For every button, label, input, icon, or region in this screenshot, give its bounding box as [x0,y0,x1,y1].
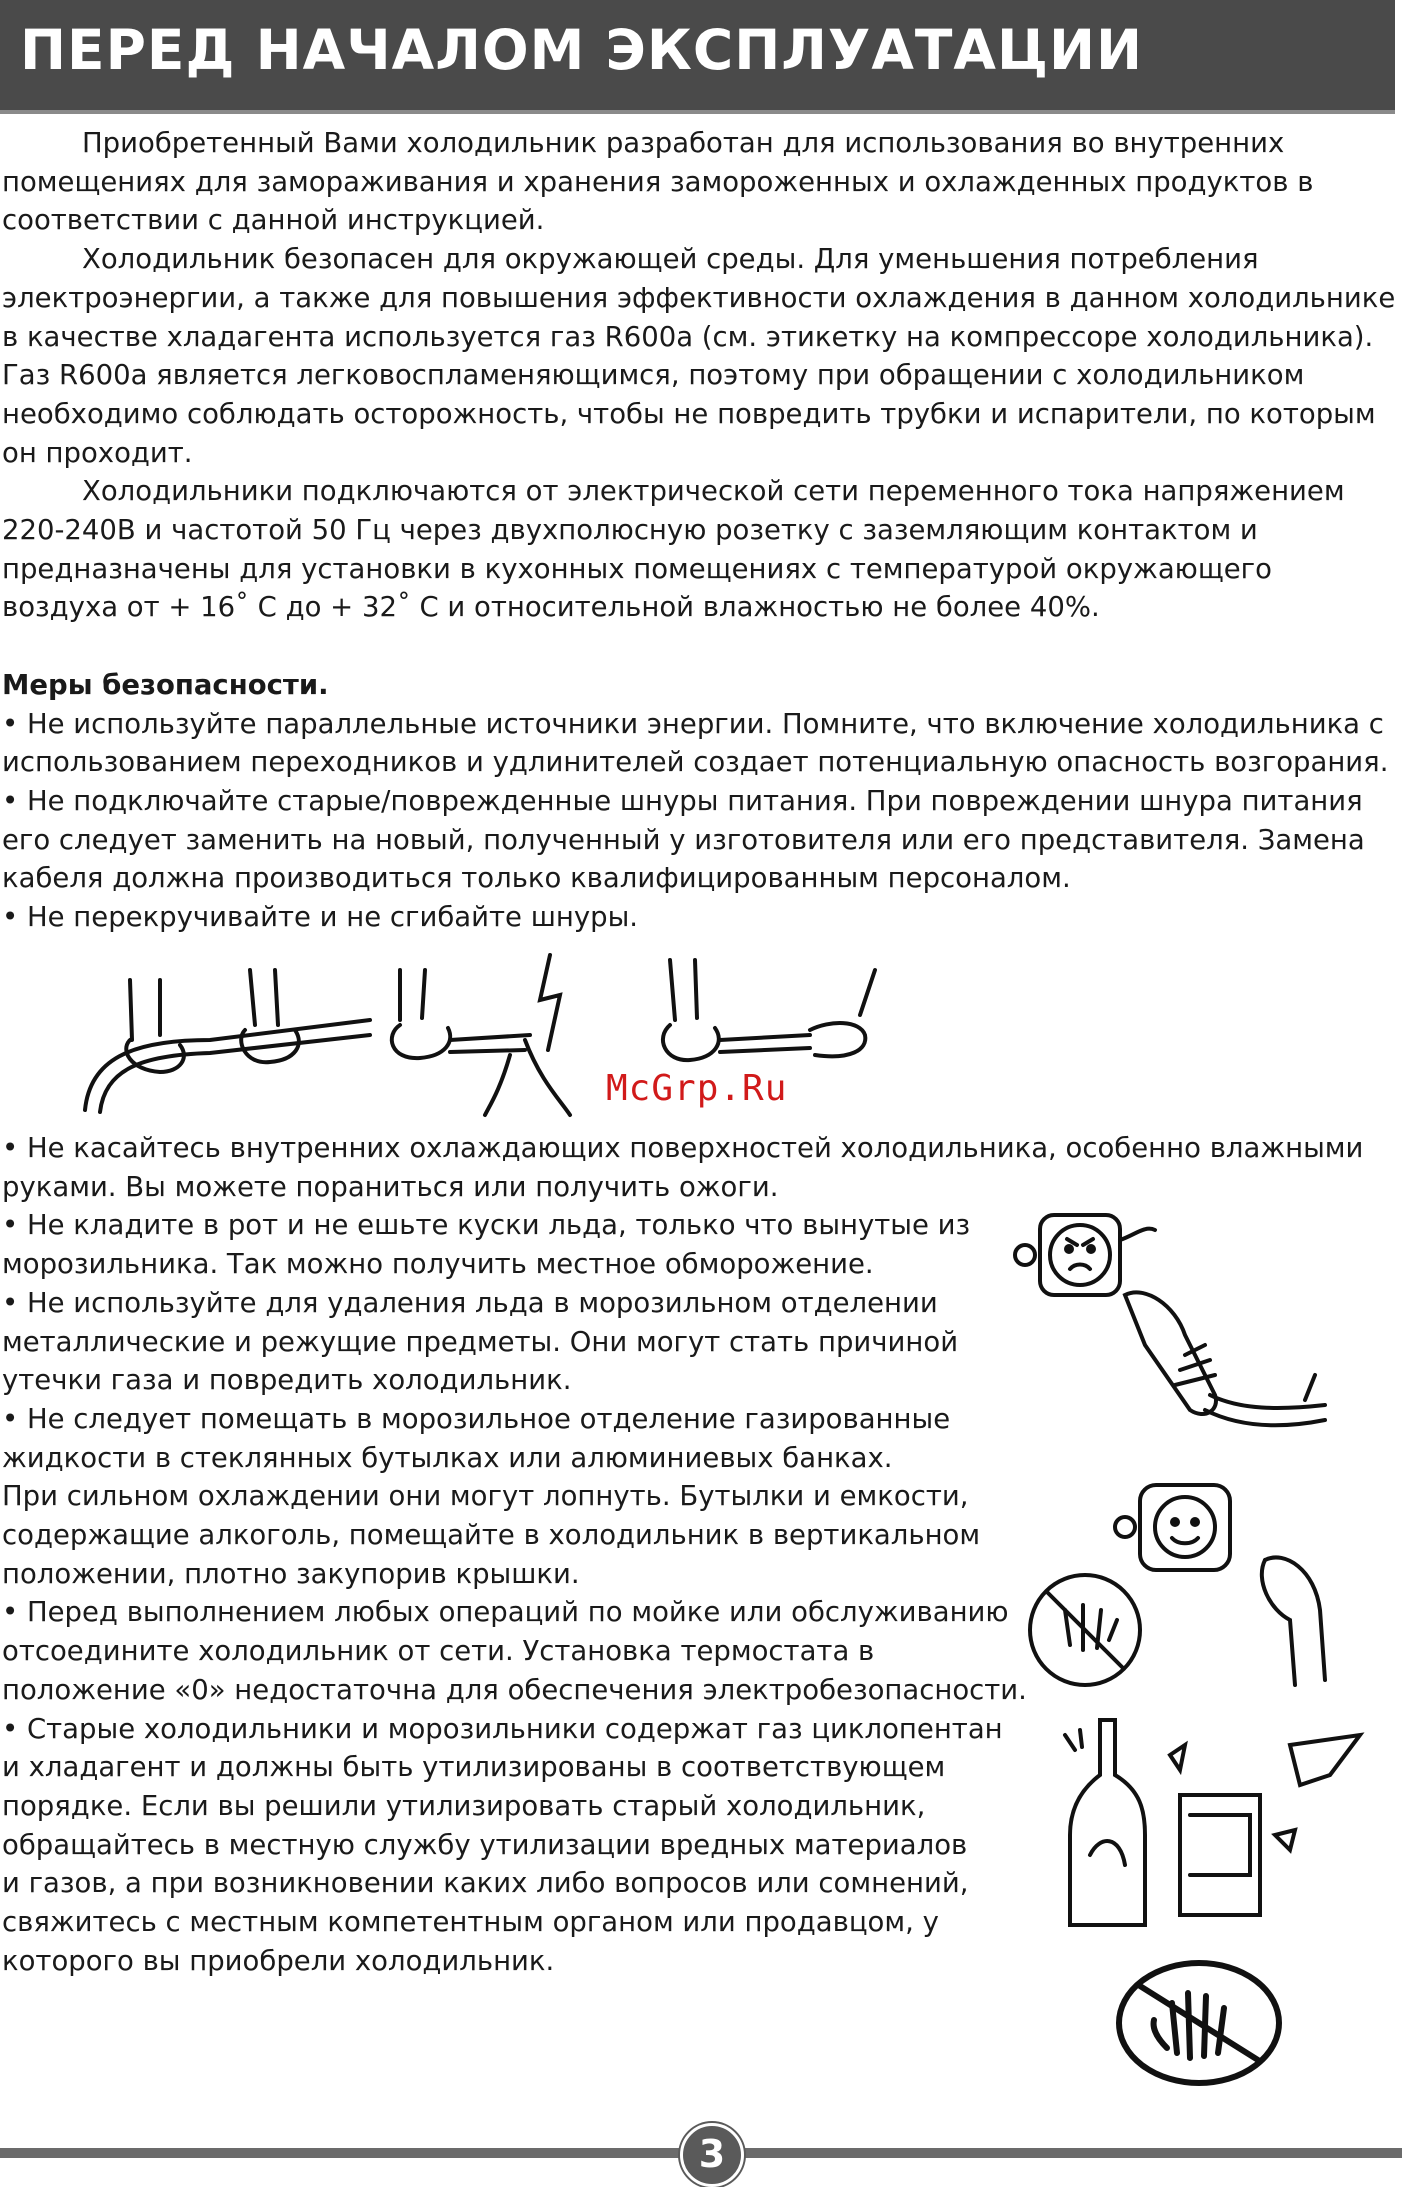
safety-line: положении, плотно закупорив крышки. [2,1557,580,1590]
safety-line: • Не подключайте старые/поврежденные шнуры питания. При повреждении шнура питания [2,784,1363,817]
safety-line: и газов, а при возникновении каких либо вопросов или сомнений, [2,1867,969,1900]
safety-line: • Не кладите в рот и не ешьте куски льда, только что вынутые из [2,1209,971,1242]
intro-p2-line: электроэнергии, а также для повышения эффективности охлаждения в данном холодильнике [2,281,1396,314]
safety-line: обращайтесь в местную службу утилизации вредных материалов [2,1828,968,1861]
page-header [0,0,1395,114]
safety-line: положение «0» недостаточна для обеспечения электробезопасности. [2,1673,1027,1706]
intro-p2-line: Холодильник безопасен для окружающей среды. Для уменьшения потребления [82,243,1259,276]
intro-p2-line: в качестве хладагента используется газ R600a (см. этикетку на компрессоре холодильника). [2,320,1374,353]
intro-p1-line: соответствии с данной инструкцией. [2,204,545,237]
intro-p3-line: предназначены для установки в кухонных помещениях с температурой окружающего [2,552,1272,585]
page-title: ПЕРЕД НАЧАЛОМ ЭКСПЛУАТАЦИИ [20,18,1144,82]
watermark-text: McGrp.Ru [606,1068,788,1109]
safety-line: использованием переходников и удлинителей создает потенциальную опасность возгорания. [2,746,1389,779]
safety-line: кабеля должна производиться только квалифицированным персоналом. [2,862,1071,895]
safety-line: морозильника. Так можно получить местное обморожение. [2,1248,874,1281]
safety-line: • Перед выполнением любых операций по мойке или обслуживанию [2,1596,1009,1629]
intro-p1-line: Приобретенный Вами холодильник разработан для использования во внутренних [82,127,1285,159]
intro-p2-line: он проходит. [2,436,193,469]
safety-line: его следует заменить на новый, полученный у изготовителя или его представителя. Замена [2,823,1365,856]
safety-line: утечки газа и повредить холодильник. [2,1364,572,1397]
safety-line: • Не используйте для удаления льда в морозильном отделении [2,1286,938,1319]
wet-hands-socket-illustration [1025,1480,1345,1700]
safety-line: При сильном охлаждении они могут лопнуть. Бутылки и емкости, [2,1480,969,1513]
intro-p3-line: Холодильники подключаются от электрической сети переменного тока напряжением [82,475,1345,508]
intro-section [2,124,1395,937]
intro-p3-line: воздуха от + 16˚ С до + 32˚ С и относительной влажностью не более 40%. [2,591,1100,624]
no-hand-prohibition-icon [1112,1958,1287,2088]
page-number: 3 [698,2132,726,2176]
intro-p2-line: Газ R600a является легковоспламеняющимся, поэтому при обращении с холодильником [2,359,1305,392]
intro-p3-line: 220-240В и частотой 50 Гц через двухполюсную розетку с заземляющим контактом и [2,514,1258,547]
safety-line: отсоедините холодильник от сети. Установка термостата в [2,1635,875,1668]
intro-p2-line: необходимо соблюдать осторожность, чтобы не повредить трубки и испарители, по которым [2,397,1376,430]
safety-line: • Не касайтесь внутренних охлаждающих поверхностей холодильника, особенно влажными [2,1132,1364,1164]
safety-line: • Не используйте параллельные источники энергии. Помните, что включение холодильника с [2,707,1384,740]
safety-line: • Не перекручивайте и не сгибайте шнуры. [2,901,639,934]
page-number-badge [680,2123,744,2187]
safety-line: содержащие алкоголь, помещайте в холодильник в вертикальном [2,1519,981,1552]
safety-line: • Не следует помещать в морозильное отделение газированные [2,1402,951,1435]
angry-socket-plug-illustration [1005,1205,1345,1445]
safety-line: металлические и режущие предметы. Они могут стать причиной [2,1325,959,1358]
safety-line: • Старые холодильники и морозильники содержат газ циклопентан [2,1712,1003,1745]
safety-line: жидкости в стеклянных бутылках или алюминиевых банках. [2,1441,893,1474]
safety-line: которого вы приобрели холодильник. [2,1944,555,1977]
safety-line: руками. Вы можете пораниться или получить ожоги. [2,1170,779,1203]
safety-line: порядке. Если вы решили утилизировать старый холодильник, [2,1789,926,1822]
safety-line: и хладагент и должны быть утилизированы в соответствующем [2,1751,946,1784]
safety-line: свяжитесь с местным компетентным органом или продавцом, у [2,1906,939,1939]
safety-heading: Меры безопасности. [2,668,329,701]
intro-p1-line: помещениях для замораживания и хранения замороженных и охлажденных продуктов в [2,165,1314,198]
broken-bottle-illustration [1060,1715,1380,1935]
